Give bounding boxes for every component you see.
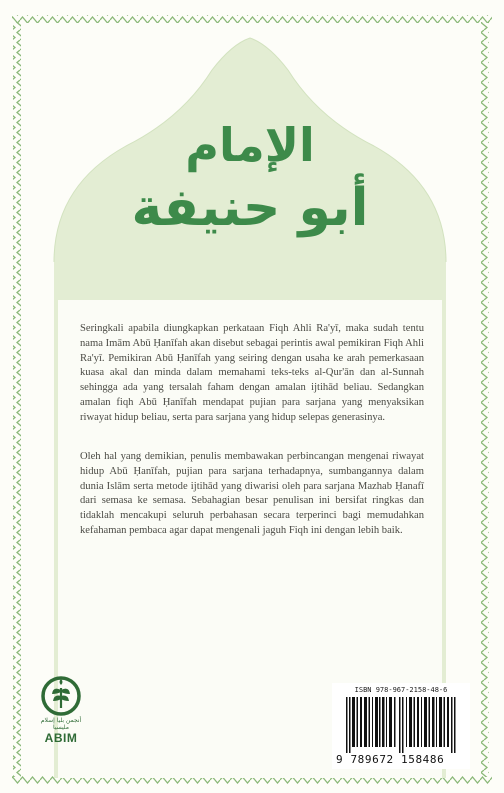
- barcode-bars: [346, 697, 458, 753]
- isbn-label: ISBN 978-967-2158-48-6: [354, 686, 448, 694]
- right-border: [481, 22, 489, 777]
- blurb-paragraph-2: Oleh hal yang demikian, penulis membawakan perbincangan mengenai riwayat hidup Abū Ḥanīfah, pujian para sarjana terhadapnya, sumbangannya dalam dunia Islām serta metode ijtihād yang diwarisi oleh para sarjana Mazhab Ḥanafī dari semasa ke semasa. Sebahagian besar penulisan ini bersifat ringkas dan tidaklah mencakupi seluruh perbahasan secara terperinci bagi memudahkan kefahaman pembaca agar dapat mengenali jaguh Fiqh ini dengan lebih baik.: [80, 451, 424, 536]
- barcode-digits: 9 789672 158486: [336, 753, 445, 766]
- leaf-emblem-icon: [41, 676, 81, 716]
- publisher-logo: [32, 676, 90, 745]
- blurb-paragraph-1: Seringkali apabila diungkapkan perkataan Fiqh Ahli Ra'yī, maka sudah tentu nama Imām Abū Ḥanīfah akan disebut sebagai perintis awal pemikiran Fiqh Ahli Ra'yī. Pemikiran Abū Ḥanīfah yang seiring dengan usaha ke arah pemerkasaan kuasa akal dan minda dalam memahami teks-teks al-Qur'ān dan al-Sunnah sehingga ada yang tersalah faham dengan amalan ijtihād beliau. Sedangkan amalan fiqh Abū Ḥanīfah mendapat pujian para sarjana yang menyaksikan riwayat hidup beliau, serta para sarjana yang hidup selepas generasinya.: [80, 323, 424, 423]
- publisher-name: ABIM: [44, 731, 78, 745]
- title-arabic-line-2: أبو حنيفة: [131, 178, 369, 238]
- top-border: [12, 15, 492, 23]
- left-border: [13, 22, 21, 777]
- isbn-barcode: [332, 683, 470, 769]
- title-arabic-line-1: الإمام: [185, 118, 315, 172]
- publisher-arabic-name: أنجمن بليا إسلام مليسيا: [40, 717, 82, 731]
